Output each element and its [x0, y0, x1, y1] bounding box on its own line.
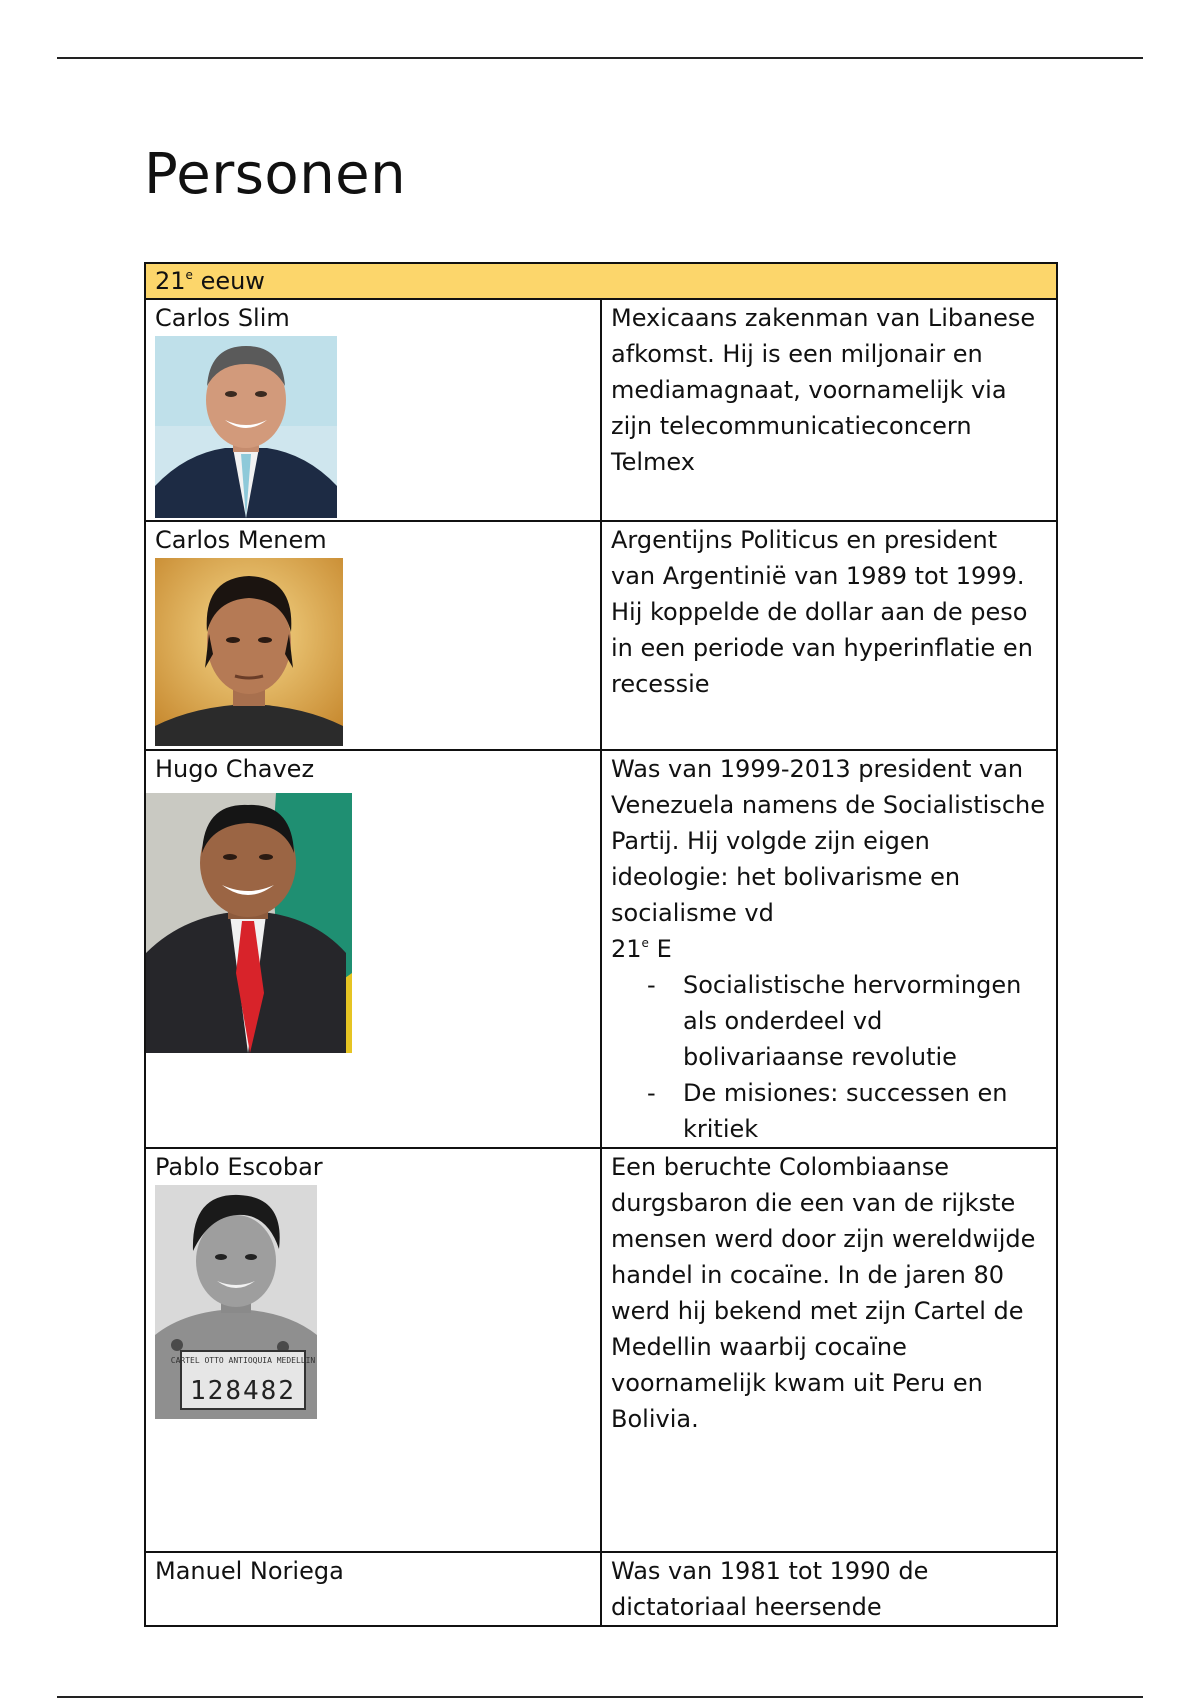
- bullet-list: [611, 967, 1048, 1147]
- person-cell: [145, 1148, 601, 1552]
- portrait-photo: [155, 336, 592, 518]
- person-cell: [145, 750, 601, 1148]
- person-description: Een beruchte Colombiaanse durgsbaron die een van de rijkste mensen werd door zijn wereldwijde handel in cocaïne. In de jaren 80 werd hij bekend met zijn Cartel de Medellin waarbij cocaïne voornamelijk kwam uit Peru en Bolivia.: [611, 1153, 1036, 1433]
- person-name: Hugo Chavez: [155, 755, 315, 783]
- person-description: Was van 1981 tot 1990 de dictatoriaal heersende: [611, 1557, 929, 1621]
- description-cell: [601, 299, 1057, 521]
- svg-text:128482: 128482: [190, 1376, 296, 1406]
- list-item: - Socialistische hervormingen als onderdeel vd bolivariaanse revolutie: [647, 967, 1048, 1075]
- section-heading: 21e eeuw: [145, 263, 1057, 299]
- person-description: Mexicaans zakenman van Libanese afkomst. Hij is een miljonair en mediamagnaat, voornamelijk via zijn telecommunicatieconcern Telmex: [611, 304, 1036, 476]
- table-row: [145, 1552, 1057, 1626]
- header-rule: [57, 57, 1143, 59]
- persons-table: [144, 262, 1058, 1627]
- person-description: Argentijns Politicus en president van Argentinië van 1989 tot 1999. Hij koppelde de dollar aan de peso in een periode van hyperinflatie en recessie: [611, 526, 1033, 698]
- person-cell: [145, 1552, 601, 1626]
- table-row: [145, 1148, 1057, 1552]
- footer-rule: [57, 1696, 1143, 1698]
- description-cell: [601, 750, 1057, 1148]
- person-name: Pablo Escobar: [155, 1153, 323, 1181]
- list-item: - De misiones: successen en kritiek: [647, 1075, 1048, 1147]
- person-name: Manuel Noriega: [155, 1557, 344, 1585]
- person-name: Carlos Menem: [155, 526, 327, 554]
- svg-text:CARTEL OTTO ANTIOQUIA MEDELLIN: CARTEL OTTO ANTIOQUIA MEDELLIN: [170, 1356, 316, 1365]
- table-row: [145, 521, 1057, 750]
- description-cell: [601, 1148, 1057, 1552]
- portrait-photo: [146, 793, 592, 1053]
- page-title: Personen: [144, 142, 407, 207]
- table-row: [145, 750, 1057, 1148]
- section-header-row: [145, 263, 1057, 299]
- person-name: Carlos Slim: [155, 304, 290, 332]
- person-cell: [145, 299, 601, 521]
- person-cell: [145, 521, 601, 750]
- description-cell: [601, 521, 1057, 750]
- person-description: Was van 1999-2013 president van Venezuela namens de Socialistische Partij. Hij volgde zijn eigen ideologie: het bolivarisme en socialisme vd 21e E: [611, 755, 1045, 963]
- portrait-photo: [155, 558, 592, 746]
- description-cell: [601, 1552, 1057, 1626]
- table-row: [145, 299, 1057, 521]
- mugshot-photo: [155, 1185, 592, 1419]
